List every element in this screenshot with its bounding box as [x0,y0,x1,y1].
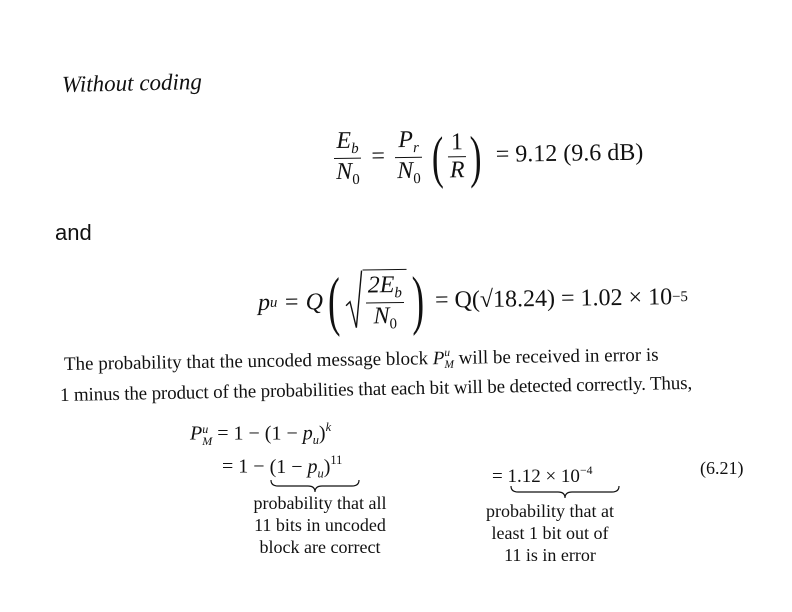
rhs2-open: (1 − [269,455,308,478]
eq-q: = Q [283,288,324,316]
rhs2-underbraced [270,456,331,478]
eq2-result: = Q(√18.24) = 1.02 × 10 [434,283,673,314]
paragraph-line-1 [64,345,659,377]
fraction-eb-n0 [334,128,362,190]
radical-sign-icon [344,269,363,329]
pm-lhs-superscript: u [202,422,209,437]
n0-subscript: 0 [352,172,360,189]
rhs3-equals: = [492,466,508,488]
note-left-line-3: block are correct [259,537,381,557]
equation-number: (6.21) [700,458,744,478]
eq2-exponent: −5 [671,288,689,305]
rhs1-close: ) [318,422,326,445]
n0-symbol: N [336,158,353,186]
fraction-pr-n0 [395,127,423,189]
equation-pm-line-1 [190,420,331,448]
pr-subscript: r [412,140,419,157]
inner-denominator: R [449,157,465,184]
pm-lhs-symbol: P [190,422,203,445]
rhs2-text: = 1 − [222,455,270,478]
rhs2-p-subscript: u [317,466,324,480]
left-paren: ( [431,124,445,190]
equation-pu [257,263,689,339]
right-paren: ) [469,123,483,189]
paragraph-text-a: The probability that the uncoded message block [63,348,433,375]
fraction-2eb-n0 [366,272,405,334]
equation-pm-line-2 [222,453,342,481]
rhs1-exponent: k [325,420,332,434]
n0-symbol: N [397,158,414,185]
rhs1-text: = 1 − (1 − [217,422,303,445]
pu-symbol: p [257,289,271,316]
heading: Without coding [61,69,203,97]
rhs2-p: p [307,455,318,478]
two-eb-symbol: 2E [367,271,395,299]
pm-symbol: P [432,348,445,370]
note-right [470,500,630,566]
paragraph-text-b: will be received in error is [453,344,659,369]
note-left-line-1: probability that all [253,493,387,513]
n0-subscript: 0 [413,171,421,188]
inner-numerator: 1 [447,129,466,157]
note-right-line-3: 11 is in error [504,545,596,565]
right-big-paren: ) [411,263,425,337]
note-right-line-2: least 1 bit out of [491,523,609,543]
rhs2-exponent: 11 [330,453,343,467]
pu-subscript: u [269,294,278,311]
paragraph-line-2: 1 minus the product of the probabilities that each bit will be detected correctly. Thus, [59,372,693,406]
note-right-line-1: probability that at [486,501,614,521]
eq1-result: = 9.12 (9.6 dB) [495,139,644,168]
eb-symbol: E [336,127,352,154]
rhs1-p: p [302,422,313,445]
rhs3-exponent: −4 [579,464,593,477]
rhs3-value: 1.12 × 10 [507,466,580,488]
equation-eb-n0 [334,124,644,190]
eb-subscript: b [351,140,359,157]
square-root [344,269,407,334]
pm-lhs-subscript: M [202,434,213,449]
equals-sign: = [371,143,386,170]
two-eb-subscript: b [394,284,403,302]
left-big-paren: ( [327,264,341,339]
pm-superscript: u [444,347,451,360]
note-left-line-2: 11 bits in uncoded [254,515,386,535]
fraction-1-r [447,129,466,184]
note-left [240,492,400,558]
rhs2-close: ) [323,455,331,478]
rhs1-p-subscript: u [312,433,319,447]
pr-symbol: P [398,126,414,154]
pm-subscript: M [444,358,455,371]
n0-subscript: 0 [389,316,398,333]
underbrace-right-icon [510,484,620,500]
and-text: and [55,220,92,245]
n0-symbol: N [373,303,390,330]
